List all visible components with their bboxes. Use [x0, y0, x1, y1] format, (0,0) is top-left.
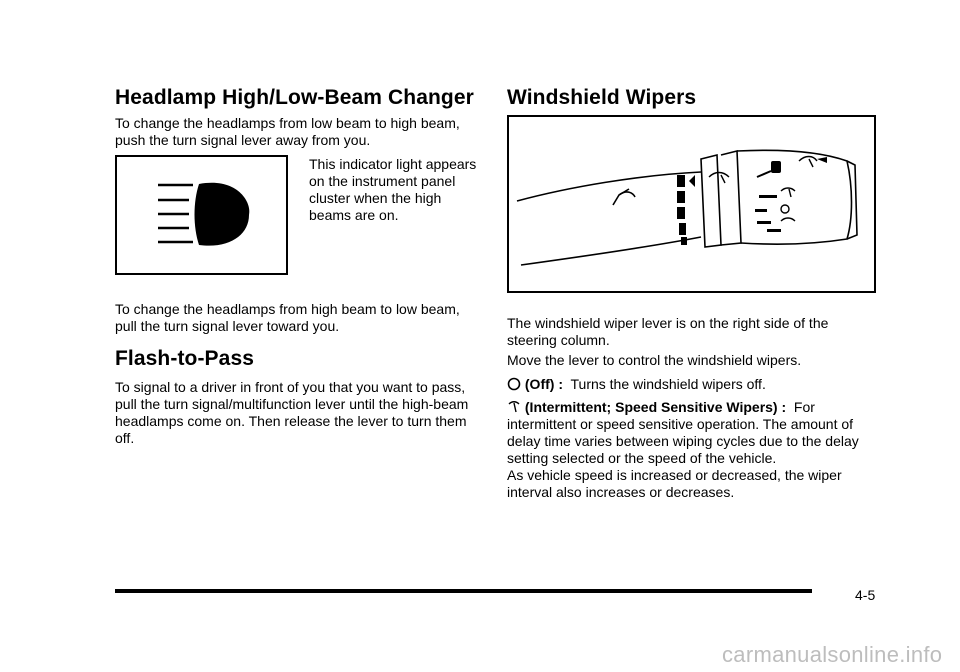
headlamp-title: Headlamp High/Low-Beam Changer [115, 86, 474, 109]
headlamp-para-1: To change the headlamps from low beam to high beam, push the turn signal lever away from you. [115, 115, 460, 148]
flash-to-pass-para: To signal to a driver in front of you that you want to pass, pull the turn signal/multifunction lever until the high-beam headlamps come on. Then release the lever to turn them off. [115, 379, 469, 446]
flash-to-pass-title: Flash-to-Pass [115, 347, 254, 370]
page-number: 4-5 [855, 587, 876, 603]
wipers-para-2: Move the lever to control the windshield wipers. [507, 352, 802, 368]
indicator-caption: This indicator light appears on the instrument panel cluster when the high beams are on. [309, 156, 477, 223]
off-label: (Off) : [524, 376, 563, 392]
intermittent-wiper-icon [507, 400, 521, 414]
off-text: Turns the windshield wipers off. [570, 376, 766, 392]
wiper-off-item [507, 376, 876, 393]
high-beam-indicator-figure [115, 155, 288, 275]
watermark: carmanualsonline.info [722, 642, 943, 667]
wiper-intermittent-item [507, 399, 876, 501]
intermittent-text-start: For [793, 399, 815, 415]
wiper-lever-illustration [509, 117, 874, 291]
headlamp-para-2: To change the headlamps from high beam to low beam, pull the turn signal lever toward you. [115, 301, 460, 334]
intermittent-text-rest: intermittent or speed sensitive operation. The amount of delay time varies between wiping cycles due to the delay setting selected or the speed of the vehicle. [507, 416, 859, 466]
wiper-lever-figure [507, 115, 876, 293]
off-circle-icon [507, 377, 521, 391]
high-beam-icon [117, 157, 286, 273]
footer-rule [115, 589, 812, 593]
intermittent-label: (Intermittent; Speed Sensitive Wipers) : [524, 399, 787, 415]
intermittent-text-extra: As vehicle speed is increased or decreased, the wiper interval also increases or decreases. [507, 467, 842, 500]
windshield-wipers-title: Windshield Wipers [507, 86, 697, 109]
wipers-para-1: The windshield wiper lever is on the right side of the steering column. [507, 315, 829, 348]
